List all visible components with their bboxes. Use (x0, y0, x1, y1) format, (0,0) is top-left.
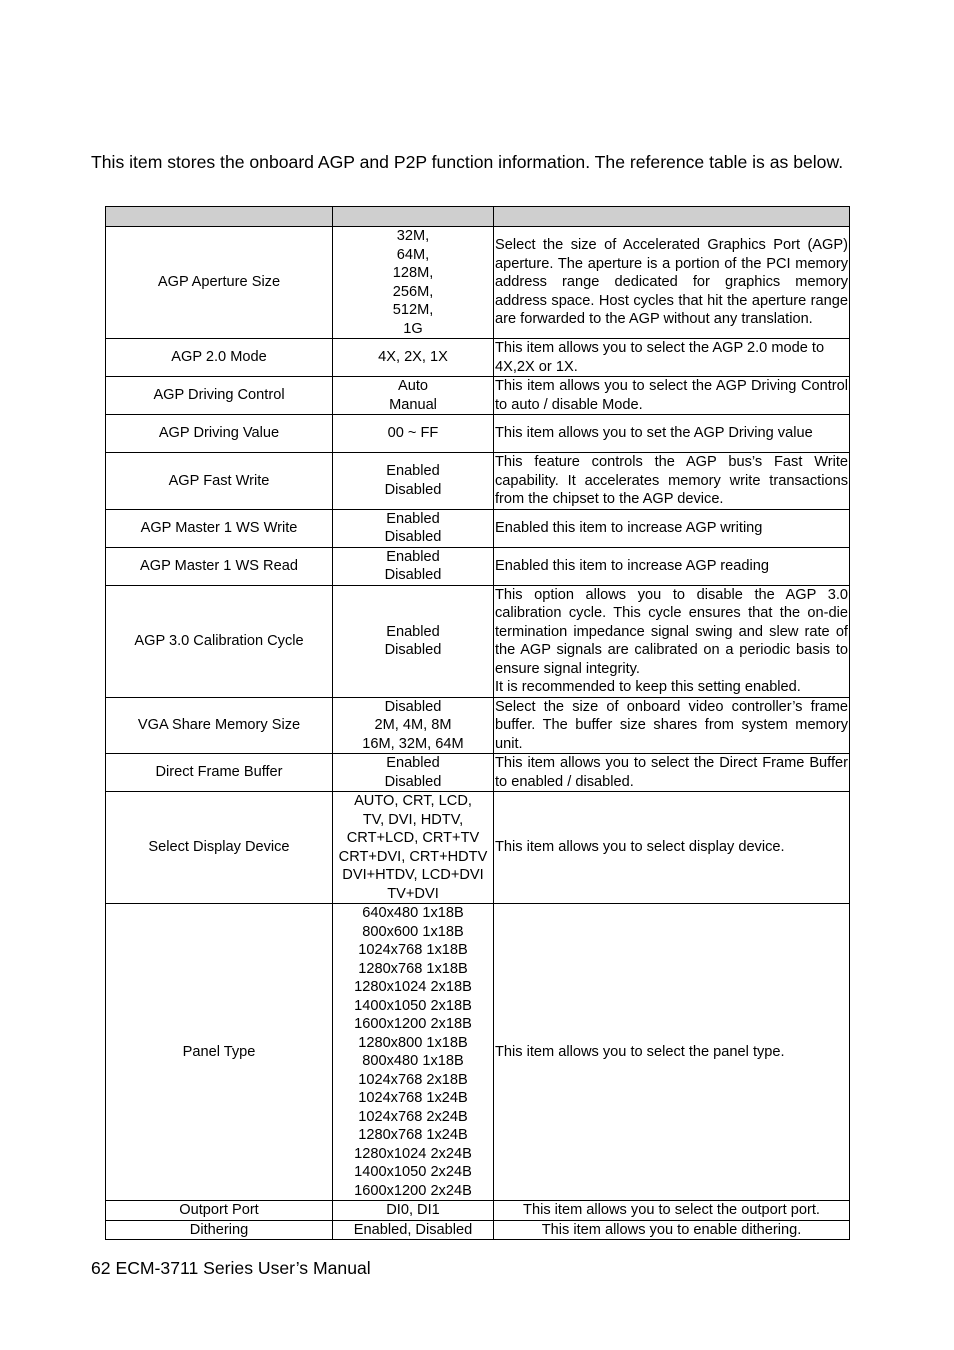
description-cell (494, 1220, 850, 1240)
options-cell (333, 754, 494, 792)
item-name-cell: AGP Driving Control (106, 377, 333, 415)
table-row (106, 697, 850, 754)
option-value: CRT+LCD, CRT+TV (346, 830, 480, 846)
option-value: 1024x768 2x18B (358, 1071, 468, 1088)
option-value: 1280x768 1x24B (358, 1127, 468, 1143)
item-name-cell: AGP 3.0 Calibration Cycle (106, 585, 333, 697)
description-text: This item allows you to select the Direct Frame Buffer to enabled / disabled. (495, 755, 848, 790)
description-text: This item allows you to select the panel type. (495, 1043, 785, 1060)
option-value: 512M, (392, 302, 434, 318)
description-cell (494, 227, 850, 339)
option-value: DI0, DI1 (386, 1202, 440, 1218)
options-cell (333, 585, 494, 697)
option-value: 4X, 2X, 1X (378, 349, 448, 366)
table-row (106, 754, 850, 792)
option-value: CRT+DVI, CRT+HDTV (338, 848, 488, 865)
table-header-row (106, 207, 850, 227)
option-value: Manual (389, 396, 437, 413)
option-value: Enabled, Disabled (353, 1221, 473, 1238)
description-cell (494, 415, 850, 453)
options-cell (333, 1220, 494, 1240)
option-value: 1400x1050 2x24B (354, 1164, 472, 1180)
option-value: Enabled (386, 623, 440, 640)
description-text: Enabled this item to increase AGP reading (495, 557, 769, 574)
option-value: 1G (403, 320, 423, 337)
option-value: 16M, 32M, 64M (362, 735, 464, 752)
options-cell (333, 509, 494, 547)
option-value: 1024x768 1x24B (358, 1090, 468, 1106)
option-value: Enabled (386, 463, 440, 480)
options-cell (333, 227, 494, 339)
option-value: 1024x768 1x18B (358, 942, 468, 958)
description-cell (494, 792, 850, 904)
option-value: 1024x768 2x24B (358, 1108, 468, 1125)
option-value: Disabled (384, 773, 442, 790)
item-name-cell: AGP Master 1 WS Read (106, 547, 333, 585)
option-value: Enabled (386, 510, 440, 527)
description-cell (494, 697, 850, 754)
option-value: 64M, (396, 246, 430, 263)
option-value: AUTO, CRT, LCD, (354, 793, 472, 809)
option-value: Enabled (386, 755, 440, 771)
option-value: 1600x1200 2x18B (354, 1016, 472, 1032)
description-cell (494, 339, 850, 377)
table-row (106, 904, 850, 1201)
header-cell-item (106, 207, 333, 227)
description-cell (494, 453, 850, 510)
option-value: Disabled (384, 567, 442, 583)
option-value: Disabled (384, 642, 442, 658)
options-cell (333, 377, 494, 415)
option-value: Disabled (384, 698, 442, 715)
description-cell (494, 1201, 850, 1221)
description-cell (494, 509, 850, 547)
option-value: Enabled (386, 548, 440, 565)
table-row (106, 509, 850, 547)
item-name-cell: AGP Fast Write (106, 453, 333, 510)
option-value: 256M, (392, 283, 434, 300)
options-cell (333, 697, 494, 754)
item-name-cell: Outport Port (106, 1201, 333, 1221)
options-cell (333, 904, 494, 1201)
table-body (106, 227, 850, 1240)
option-value: 1400x1050 2x18B (354, 997, 472, 1014)
table-row (106, 1220, 850, 1240)
options-cell (333, 792, 494, 904)
table-row (106, 585, 850, 697)
option-value: DVI+HTDV, LCD+DVI (342, 867, 484, 883)
table-row (106, 227, 850, 339)
option-value: 128M, (392, 265, 434, 281)
option-value: 2M, 4M, 8M (374, 717, 452, 733)
description-cell (494, 377, 850, 415)
option-value: 1600x1200 2x24B (354, 1182, 472, 1199)
option-value: 800x480 1x18B (362, 1053, 464, 1069)
options-cell (333, 339, 494, 377)
option-value: 1280x768 1x18B (358, 960, 468, 977)
description-text: This item allows you to enable dithering. (541, 1221, 802, 1238)
item-name-cell: Panel Type (106, 904, 333, 1201)
description-text: This item allows you to select the AGP Driving Control to auto / disable Mode. (495, 378, 848, 413)
table-row (106, 547, 850, 585)
description-text: Select the size of Accelerated Graphics Port (AGP) aperture. The aperture is a portion of the PCI memory address range dedicated for graphics memory address space. Host cycles that hit the aperture range are forwarded to the AGP without any translation. (495, 237, 848, 328)
description-text: Enabled this item to increase AGP writing (495, 519, 763, 536)
item-name-cell: Dithering (106, 1220, 333, 1240)
table-row (106, 792, 850, 904)
options-cell (333, 547, 494, 585)
description-text: It is recommended to keep this setting enabled. (495, 679, 801, 695)
option-value: TV, DVI, HDTV, (362, 811, 464, 828)
table-row (106, 453, 850, 510)
option-value: Disabled (384, 481, 442, 498)
option-value: 00 ~ FF (387, 425, 439, 442)
option-value: Disabled (384, 529, 442, 545)
description-text: This item allows you to select display device. (495, 839, 785, 856)
item-name-cell: AGP Aperture Size (106, 227, 333, 339)
description-text: This feature controls the AGP bus’s Fast Write capability. It accelerates memory write transactions from the chipset to the AGP device. (495, 454, 848, 507)
item-name-cell: AGP Driving Value (106, 415, 333, 453)
item-name-cell: AGP Master 1 WS Write (106, 509, 333, 547)
table-row (106, 1201, 850, 1221)
header-cell-options (333, 207, 494, 227)
description-text: This item allows you to select the AGP 2.0 mode to 4X,2X or 1X. (495, 340, 825, 375)
options-cell (333, 415, 494, 453)
option-value: 1280x1024 2x24B (354, 1145, 472, 1162)
description-cell (494, 904, 850, 1201)
description-cell (494, 585, 850, 697)
description-text: This option allows you to disable the AGP 3.0 calibration cycle. This cycle ensures that the on-die termination impedance signal swing and slew rate of the AGP signals are calibrated on a periodic basis to ensure signal integrity. (495, 586, 848, 677)
item-name-cell: Select Display Device (106, 792, 333, 904)
option-value: 1280x1024 2x18B (354, 979, 472, 995)
table-row (106, 415, 850, 453)
description-text: This item allows you to set the AGP Driving value (495, 425, 813, 442)
table-row (106, 377, 850, 415)
page-footer: 62 ECM-3711 Series User’s Manual (91, 1258, 371, 1278)
option-value: 640x480 1x18B (362, 905, 464, 921)
description-cell (494, 547, 850, 585)
item-name-cell: Direct Frame Buffer (106, 754, 333, 792)
options-cell (333, 453, 494, 510)
description-text: Select the size of onboard video controller’s frame buffer. The buffer size shares from system memory unit. (495, 698, 848, 752)
item-name-cell: VGA Share Memory Size (106, 697, 333, 754)
description-text: This item allows you to select the outport port. (523, 1202, 820, 1218)
table-row (106, 339, 850, 377)
option-value: TV+DVI (387, 885, 439, 902)
item-name-cell: AGP 2.0 Mode (106, 339, 333, 377)
options-cell (333, 1201, 494, 1221)
option-value: Auto (397, 378, 429, 394)
option-value: 32M, (396, 228, 430, 244)
reference-table (105, 206, 850, 1240)
header-cell-description (494, 207, 850, 227)
option-value: 1280x800 1x18B (358, 1034, 468, 1051)
option-value: 800x600 1x18B (362, 923, 464, 940)
intro-paragraph: This item stores the onboard AGP and P2P function information. The reference table is as below. (91, 152, 844, 172)
description-cell (494, 754, 850, 792)
